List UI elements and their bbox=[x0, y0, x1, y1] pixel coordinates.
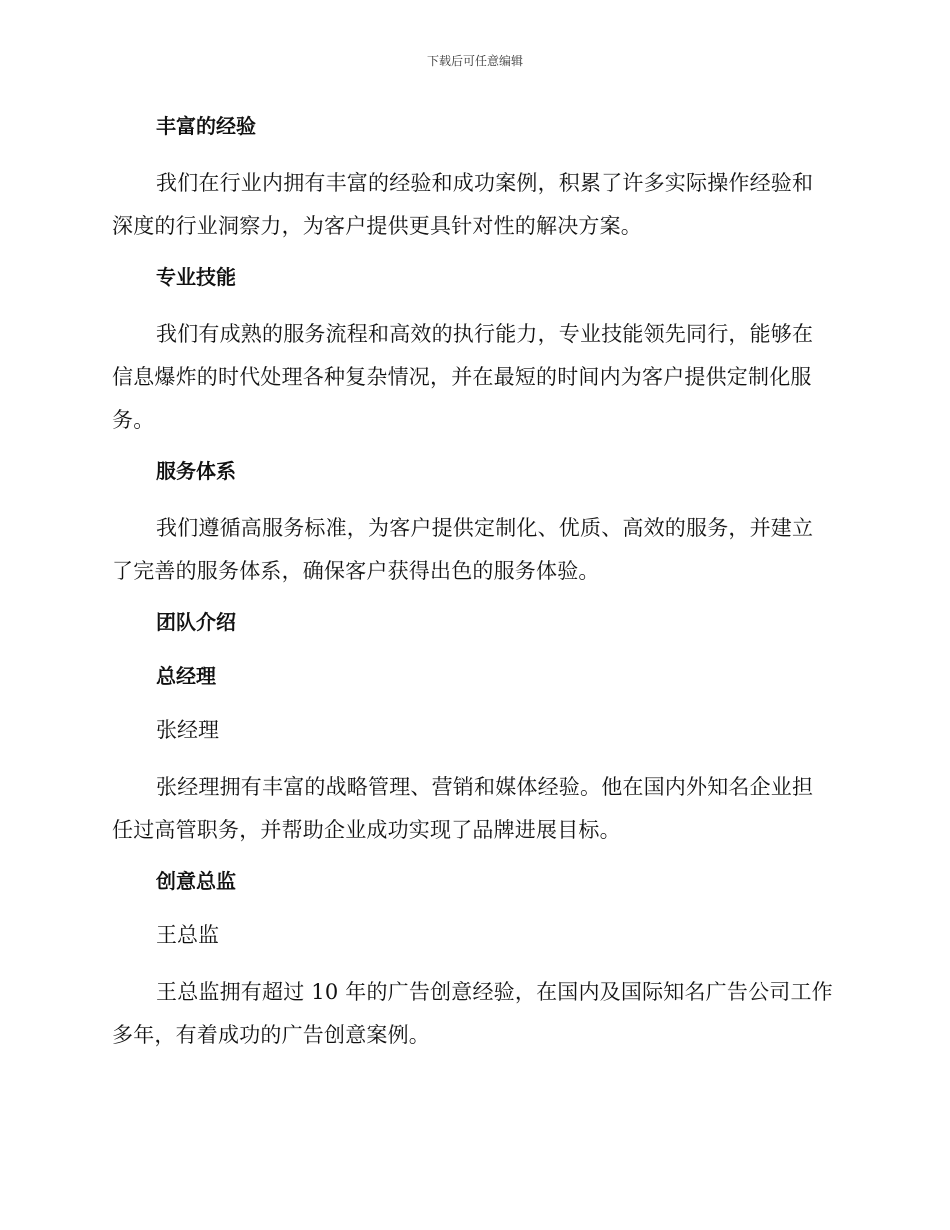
heading-creative-director: 创意总监 bbox=[156, 869, 236, 893]
creative-director-name: 王总监 bbox=[156, 923, 219, 947]
heading-general-manager: 总经理 bbox=[156, 664, 216, 688]
paragraph-line: 我们遵循高服务标准，为客户提供定制化、优质、高效的服务，并建立 bbox=[156, 516, 814, 540]
running-header: 下载后可任意编辑 bbox=[426, 54, 523, 68]
paragraph-line: 信息爆炸的时代处理各种复杂情况，并在最短的时间内为客户提供定制化服 bbox=[112, 365, 812, 389]
paragraph-line: 了完善的服务体系，确保客户获得出色的服务体验。 bbox=[112, 559, 600, 583]
heading-experience: 丰富的经验 bbox=[156, 114, 256, 138]
paragraph-line: 深度的行业洞察力，为客户提供更具针对性的解决方案。 bbox=[112, 214, 642, 238]
general-manager-name: 张经理 bbox=[156, 718, 219, 742]
paragraph-skills bbox=[112, 313, 838, 442]
heading-skills: 专业技能 bbox=[156, 265, 236, 289]
paragraph-service bbox=[112, 507, 838, 593]
document-body bbox=[112, 108, 838, 1068]
paragraph-creative-director bbox=[112, 971, 838, 1057]
paragraph-line: 务。 bbox=[112, 408, 155, 432]
paragraph-line: 我们有成熟的服务流程和高效的执行能力，专业技能领先同行，能够在 bbox=[156, 322, 814, 346]
paragraph-line: 任过高管职务，并帮助企业成功实现了品牌进展目标。 bbox=[112, 818, 621, 842]
paragraph-line: 我们在行业内拥有丰富的经验和成功案例，积累了许多实际操作经验和 bbox=[156, 171, 814, 195]
paragraph-line: 张经理拥有丰富的战略管理、营销和媒体经验。他在国内外知名企业担 bbox=[156, 775, 814, 799]
paragraph-experience bbox=[112, 162, 838, 248]
paragraph-line: 多年，有着成功的广告创意案例。 bbox=[112, 1023, 430, 1047]
paragraph-line: 王总监拥有超过 10 年的广告创意经验，在国内及国际知名广告公司工作 bbox=[156, 980, 833, 1004]
paragraph-general-manager bbox=[112, 766, 838, 852]
heading-service: 服务体系 bbox=[156, 459, 236, 483]
heading-team: 团队介绍 bbox=[156, 610, 236, 634]
